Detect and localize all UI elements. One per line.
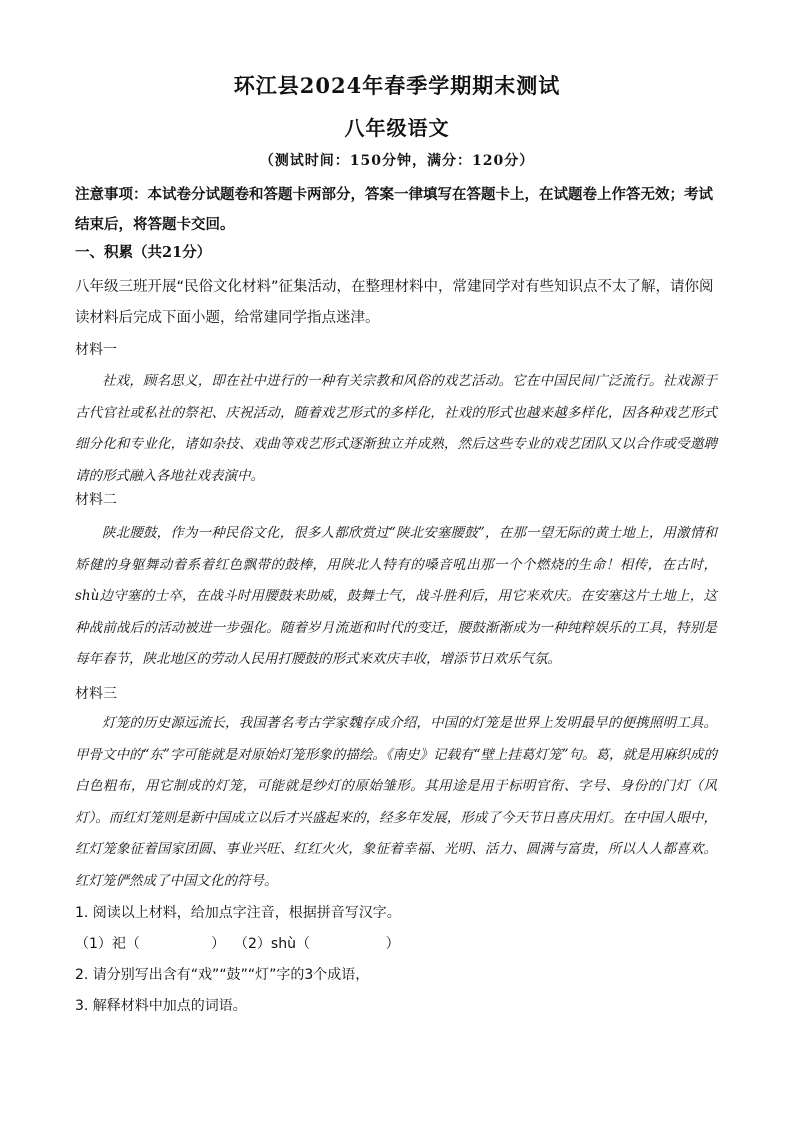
section-heading: 一、积累（共21分） <box>75 244 212 261</box>
subject-title: 八年级语文 <box>344 116 450 140</box>
question-1: 1. 阅读以上材料，给加点字注音，根据拼音写汉字。 <box>75 905 401 921</box>
section-intro: 八年级三班开展“民俗文化材料”征集活动，在整理材料中，常建同学对有些知识点不太了解，请你阅读材料后完成下面小题，给常建同学指点迷津。 <box>75 279 714 326</box>
material-text: 陕北腰鼓，作为一种民俗文化，很多人都欣赏过“陕北安塞腰鼓”，在那一望无际的黄土地上，用激情和矫健的身躯舞动着系着红色飘带的鼓棒，用陕北人特有的嗓音吼出那一个个燃烧的生命！相传，在古时，shù边守塞的士卒，在战斗时用腰鼓来助威，鼓舞士气，战斗胜利后，用它来欢庆。在安塞这片土地上，这种战前战后的活动被进一步强化。随着岁月流逝和时代的变迁，腰鼓渐渐成为一种纯粹娱乐的工具，特别是每年春节，陕北地区的劳动人民用打腰鼓的形式来欢庆丰收，增添节日欢乐气氛。 <box>75 525 717 667</box>
exam-notice: 注意事项：本试卷分试题卷和答题卡两部分，答案一律填写在答题卡上，在试题卷上作答无效；考试结束后，将答题卡交回。 <box>75 186 713 233</box>
material-label: 材料三 <box>75 686 117 702</box>
question-1-blanks: （1）祀（ ） （2）shù（ ） <box>75 936 400 952</box>
material-label: 材料一 <box>75 342 117 358</box>
exam-info: （测试时间：150分钟，满分：120分） <box>259 153 535 169</box>
material-text: 灯笼的历史源远流长，我国著名考古学家魏存成介绍，中国的灯笼是世界上发明最早的便携照明工具。甲骨文中的“东”字可能就是对原始灯笼形象的描绘。《南史》记载有“壁上挂葛灯笼”句。葛，就是用麻织成的白色粗布，用它制成的灯笼，可能就是纱灯的原始雏形。其用途是用于标明官衔、字号、身份的门灯（风灯）。而红灯笼则是新中国成立以后才兴盛起来的，经多年发展，形成了今天节日喜庆用灯。在中国人眼中，红灯笼象征着国家团圆、事业兴旺、红红火火，象征着幸福、光明、活力、圆满与富贵，所以人人都喜欢。红灯笼俨然成了中国文化的符号。 <box>75 715 717 889</box>
question-3: 3. 解释材料中加点的词语。 <box>75 998 247 1014</box>
question-2: 2. 请分别写出含有“戏”“鼓”“灯”字的3个成语， <box>75 967 370 983</box>
material-label: 材料二 <box>75 492 117 508</box>
material-text: 社戏，顾名思义，即在社中进行的一种有关宗教和风俗的戏艺活动。它在中国民间广泛流行。社戏源于古代官社或私社的祭祀、庆祝活动，随着戏艺形式的多样化，社戏的形式也越来越多样化，因各种戏艺形式细分化和专业化，诸如杂技、戏曲等戏艺形式逐渐独立并成熟，然后这些专业的戏艺团队又以合作或受邀聘请的形式融入各地社戏表演中。 <box>75 373 717 484</box>
exam-title: 环江县2024年春季学期期末测试 <box>233 73 561 98</box>
